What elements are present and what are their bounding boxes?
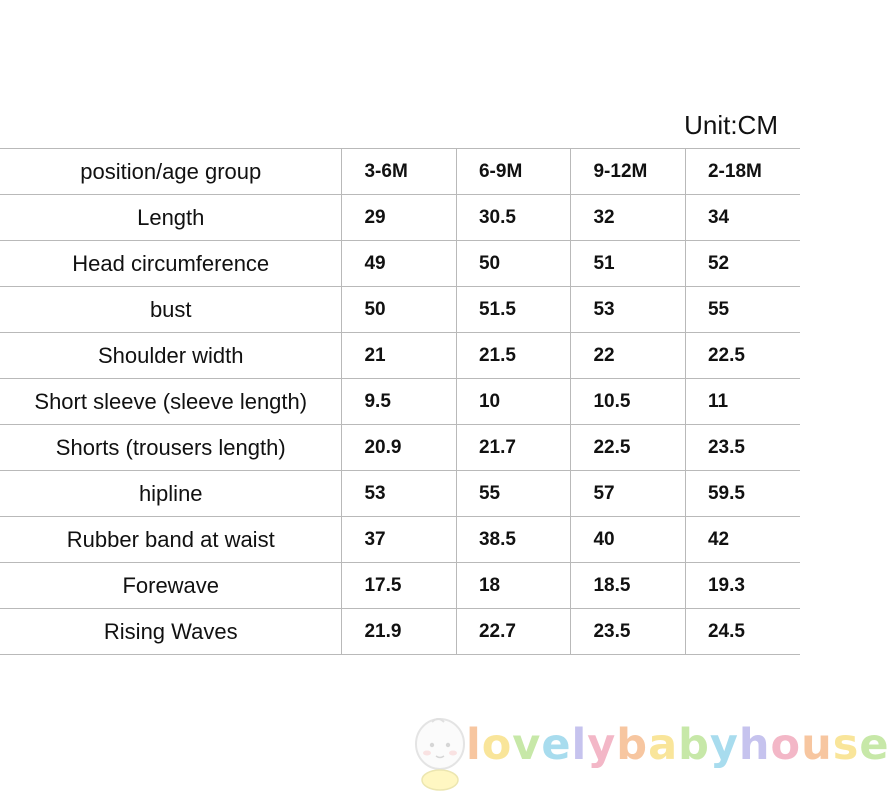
table-cell: 22.5 bbox=[685, 333, 800, 379]
brand-name: lovelybabyhouse bbox=[466, 720, 889, 770]
table-row bbox=[0, 517, 800, 563]
table-cell: 59.5 bbox=[685, 471, 800, 517]
row-label: Rising Waves bbox=[0, 609, 342, 655]
row-label: Rubber band at waist bbox=[0, 517, 342, 563]
table-cell: 20.9 bbox=[342, 425, 457, 471]
table-cell: 55 bbox=[456, 471, 571, 517]
table-cell: 57 bbox=[571, 471, 686, 517]
table-cell: 17.5 bbox=[342, 563, 457, 609]
row-label: Length bbox=[0, 195, 342, 241]
table-row bbox=[0, 471, 800, 517]
brand-watermark bbox=[410, 712, 889, 792]
table-cell: 23.5 bbox=[685, 425, 800, 471]
row-label: Forewave bbox=[0, 563, 342, 609]
table-cell: 18.5 bbox=[571, 563, 686, 609]
table-cell: 52 bbox=[685, 241, 800, 287]
table-row bbox=[0, 195, 800, 241]
table-cell: 50 bbox=[456, 241, 571, 287]
table-cell: 53 bbox=[342, 471, 457, 517]
table-row bbox=[0, 563, 800, 609]
header-age-6-9m: 6-9M bbox=[456, 149, 571, 195]
table-cell: 40 bbox=[571, 517, 686, 563]
table-cell: 22 bbox=[571, 333, 686, 379]
unit-label: Unit:CM bbox=[684, 110, 778, 140]
table-cell: 55 bbox=[685, 287, 800, 333]
table-row bbox=[0, 333, 800, 379]
table-cell: 22.5 bbox=[571, 425, 686, 471]
row-label: bust bbox=[0, 287, 342, 333]
table-cell: 24.5 bbox=[685, 609, 800, 655]
row-label: hipline bbox=[0, 471, 342, 517]
table-cell: 22.7 bbox=[456, 609, 571, 655]
header-age-2-18m: 2-18M bbox=[685, 149, 800, 195]
table-cell: 21.7 bbox=[456, 425, 571, 471]
table-cell: 10 bbox=[456, 379, 571, 425]
table-row bbox=[0, 379, 800, 425]
table-cell: 21 bbox=[342, 333, 457, 379]
table-cell: 50 bbox=[342, 287, 457, 333]
table-cell: 9.5 bbox=[342, 379, 457, 425]
header-position: position/age group bbox=[0, 149, 342, 195]
table-row bbox=[0, 609, 800, 655]
table-cell: 53 bbox=[571, 287, 686, 333]
table-cell: 51 bbox=[571, 241, 686, 287]
table-cell: 34 bbox=[685, 195, 800, 241]
table-cell: 21.5 bbox=[456, 333, 571, 379]
table-cell: 30.5 bbox=[456, 195, 571, 241]
table-cell: 32 bbox=[571, 195, 686, 241]
row-label: Head circumference bbox=[0, 241, 342, 287]
table-row bbox=[0, 425, 800, 471]
table-cell: 49 bbox=[342, 241, 457, 287]
table-cell: 29 bbox=[342, 195, 457, 241]
table-cell: 10.5 bbox=[571, 379, 686, 425]
table-cell: 18 bbox=[456, 563, 571, 609]
table-cell: 42 bbox=[685, 517, 800, 563]
table-row bbox=[0, 287, 800, 333]
row-label: Shoulder width bbox=[0, 333, 342, 379]
baby-mascot-icon bbox=[410, 714, 470, 790]
table-cell: 19.3 bbox=[685, 563, 800, 609]
size-chart-table bbox=[0, 148, 800, 655]
table-cell: 21.9 bbox=[342, 609, 457, 655]
table-header-row bbox=[0, 149, 800, 195]
table-cell: 37 bbox=[342, 517, 457, 563]
header-age-3-6m: 3-6M bbox=[342, 149, 457, 195]
header-age-9-12m: 9-12M bbox=[571, 149, 686, 195]
row-label: Short sleeve (sleeve length) bbox=[0, 379, 342, 425]
table-row bbox=[0, 241, 800, 287]
table-cell: 11 bbox=[685, 379, 800, 425]
table-cell: 38.5 bbox=[456, 517, 571, 563]
table-cell: 23.5 bbox=[571, 609, 686, 655]
table-cell: 51.5 bbox=[456, 287, 571, 333]
row-label: Shorts (trousers length) bbox=[0, 425, 342, 471]
